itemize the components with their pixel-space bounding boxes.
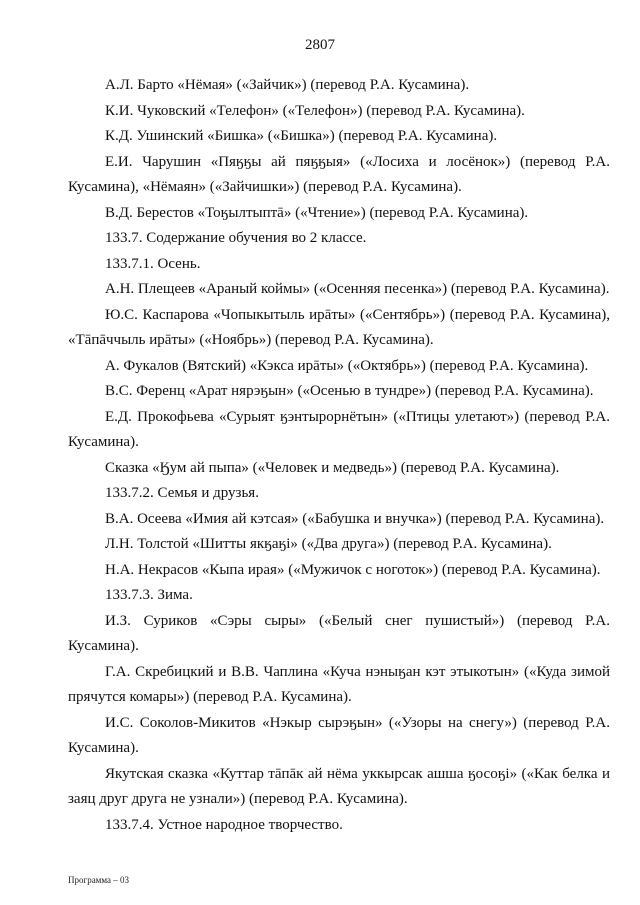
paragraph-skrebitsky: Г.А. Скребицкий и В.В. Чаплина «Куча нэныӄан кэт этыкотын» («Куда зимой прячутся комары») (перевод Р.А. Кусамина). [68, 663, 610, 705]
paragraph-ferents: В.С. Ференц «Арат нярэӄын» («Осенью в тундре») (перевод Р.А. Кусамина). [105, 383, 594, 399]
paragraph-yakut-tale: Якутская сказка «Куттар тāпāк ай нёма уккырсак ашша ӄосоӄі» («Как белка и заяц друг друга не узнали») (перевод Р.А. Кусамина). [68, 765, 610, 807]
paragraph-sokolov-mikitov: И.С. Соколов-Микитов «Нэкыр сырэӄын» («Узоры на снегу») (перевод Р.А. Кусамина). [68, 714, 610, 756]
section-heading-133-7: 133.7. Содержание обучения во 2 классе. [105, 230, 367, 246]
document-body [68, 73, 610, 838]
page-number: 2807 [305, 37, 335, 53]
paragraph-charushin: Е.И. Чарушин «Пяӄӄы ай пяӄӄыя» («Лосиха и лосёнок») (перевод Р.А. Кусамина), «Нёмаян» («Зайчишки») (перевод Р.А. Кусамина). [68, 153, 610, 195]
section-heading-133-7-3: 133.7.3. Зима. [105, 587, 193, 603]
paragraph-fukalov: А. Фукалов (Вятский) «Кэкса ирāты» («Октябрь») (перевод Р.А. Кусамина). [105, 357, 589, 374]
paragraph-tolstoy: Л.Н. Толстой «Шитты якӄаӄі» («Два друга») (перевод Р.А. Кусамина). [105, 536, 552, 552]
section-heading-133-7-1: 133.7.1. Осень. [105, 255, 201, 272]
paragraph-berestov: В.Д. Берестов «Тоӄылтыптā» («Чтение») (перевод Р.А. Кусамина). [105, 204, 529, 221]
paragraph-chukovsky: К.И. Чуковский «Телефон» («Телефон») (перевод Р.А. Кусамина). [105, 102, 525, 119]
page-footer: Программа – 03 [68, 875, 130, 885]
paragraph-nekrasov: Н.А. Некрасов «Кыпа ирая» («Мужичок с ноготок») (перевод Р.А. Кусамина). [105, 561, 601, 578]
paragraph-ushinsky: К.Д. Ушинский «Бишка» («Бишка») (перевод Р.А. Кусамина). [105, 128, 498, 144]
paragraph-prokofieva: Е.Д. Прокофьева «Сурыят ӄэнтырорнётын» («Птицы улетают») (перевод Р.А. Кусамина). [68, 408, 610, 450]
section-heading-133-7-4: 133.7.4. Устное народное творчество. [105, 816, 343, 833]
paragraph-oseeva: В.А. Осеева «Имия ай кэтсая» («Бабушка и внучка») (перевод Р.А. Кусамина). [105, 510, 605, 527]
section-heading-133-7-2: 133.7.2. Семья и друзья. [105, 485, 259, 501]
paragraph-fairy-tale-bear: Сказка «Ӄум ай пыпа» («Человек и медведь») (перевод Р.А. Кусамина). [105, 459, 560, 476]
paragraph-pleshcheev: А.Н. Плещеев «Араный коймы» («Осенняя песенка») (перевод Р.А. Кусамина). [105, 281, 610, 297]
paragraph-kasparova: Ю.С. Каспарова «Чопыкытыль ирāты» («Сентябрь») (перевод Р.А. Кусамина), «Тāпāччыль ирāты» («Ноябрь») (перевод Р.А. Кусамина). [68, 306, 610, 348]
paragraph-barto: А.Л. Барто «Нёмая» («Зайчик») (перевод Р.А. Кусамина). [105, 77, 470, 93]
paragraph-surikov: И.З. Суриков «Сэры сыры» («Белый снег пушистый») (перевод Р.А. Кусамина). [68, 612, 610, 654]
